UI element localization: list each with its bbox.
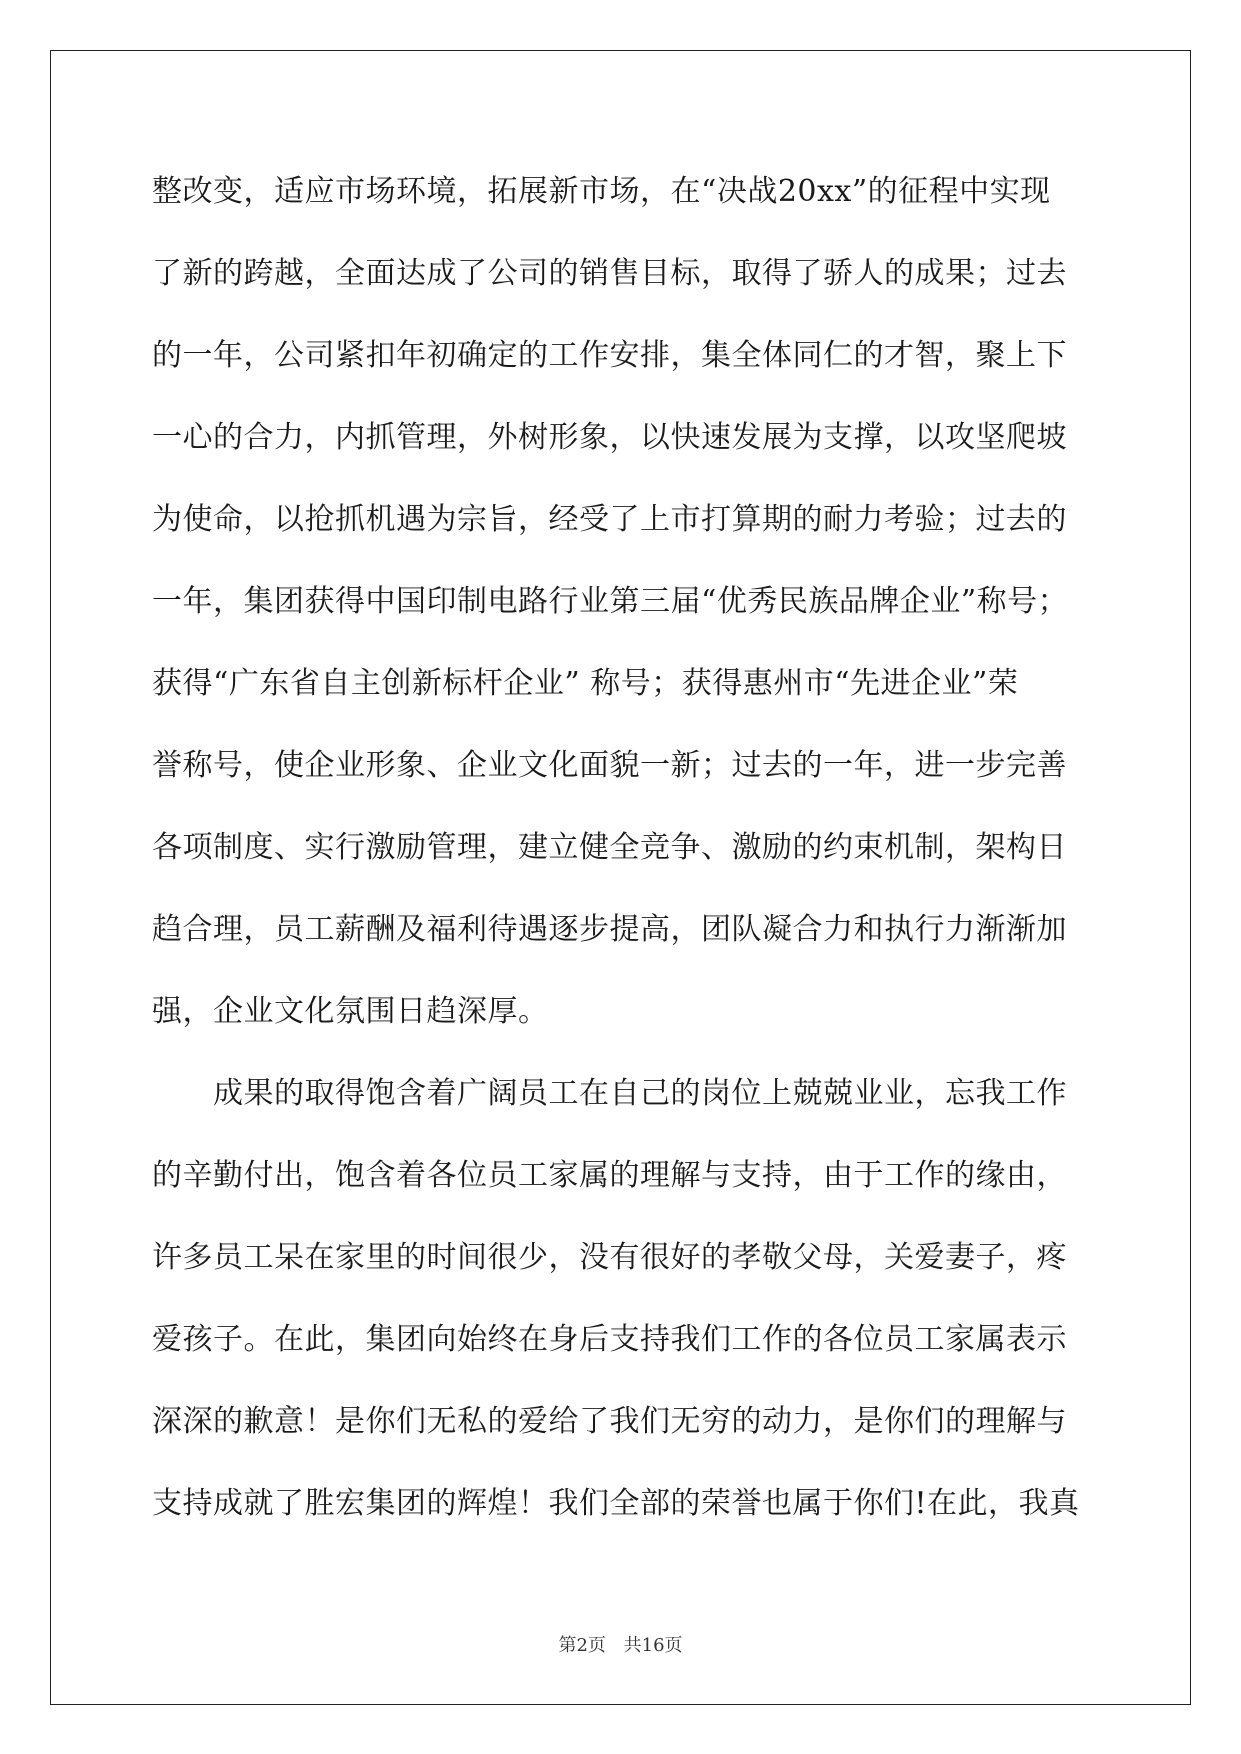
text-line: 誉称号，使企业形象、企业文化面貌一新；过去的一年，进一步完善 — [152, 748, 1067, 783]
page-footer — [0, 1631, 1241, 1657]
text-line: 了新的跨越，全面达成了公司的销售目标，取得了骄人的成果；过去 — [152, 256, 1067, 291]
text-line: 支持成就了胜宏集团的辉煌！我们全部的荣誉也属于你们!在此，我真 — [152, 1486, 1080, 1521]
text-line: 爱孩子。在此，集团向始终在身后支持我们工作的各位员工家属表示 — [152, 1322, 1067, 1357]
text-line: 许多员工呆在家里的时间很少，没有很好的孝敬父母，关爱妻子，疼 — [152, 1240, 1067, 1275]
text-line: 一年，集团获得中国印制电路行业第三届“优秀民族品牌企业”称号； — [152, 584, 1069, 619]
text-line: 各项制度、实行激励管理，建立健全竞争、激励的约束机制，架构日 — [152, 830, 1067, 865]
page-number: 第2页 — [558, 1635, 606, 1656]
text-line: 的辛勤付出，饱含着各位员工家属的理解与支持，由于工作的缘由， — [152, 1158, 1067, 1193]
text-line: 成果的取得饱含着广阔员工在自己的岗位上兢兢业业，忘我工作 — [152, 1076, 1067, 1111]
text-line: 获得“广东省自主创新标杆企业” 称号；获得惠州市“先进企业”荣 — [152, 666, 1019, 701]
text-line: 为使命，以抢抓机遇为宗旨，经受了上市打算期的耐力考验；过去的 — [152, 502, 1067, 537]
text-line: 深深的歉意！是你们无私的爱给了我们无穷的动力，是你们的理解与 — [152, 1404, 1067, 1439]
document-body — [152, 162, 1092, 1556]
text-line: 整改变，适应市场环境，拓展新市场，在“决战20xx”的征程中实现 — [152, 174, 1051, 209]
text-line: 强，企业文化氛围日趋深厚。 — [152, 994, 549, 1029]
total-pages: 共16页 — [623, 1635, 683, 1656]
text-line: 一心的合力，内抓管理，外树形象，以快速发展为支撑，以攻坚爬坡 — [152, 420, 1067, 455]
text-line: 的一年，公司紧扣年初确定的工作安排，集全体同仁的才智，聚上下 — [152, 338, 1067, 373]
text-line: 趋合理，员工薪酬及福利待遇逐步提高，团队凝合力和执行力渐渐加 — [152, 912, 1067, 947]
